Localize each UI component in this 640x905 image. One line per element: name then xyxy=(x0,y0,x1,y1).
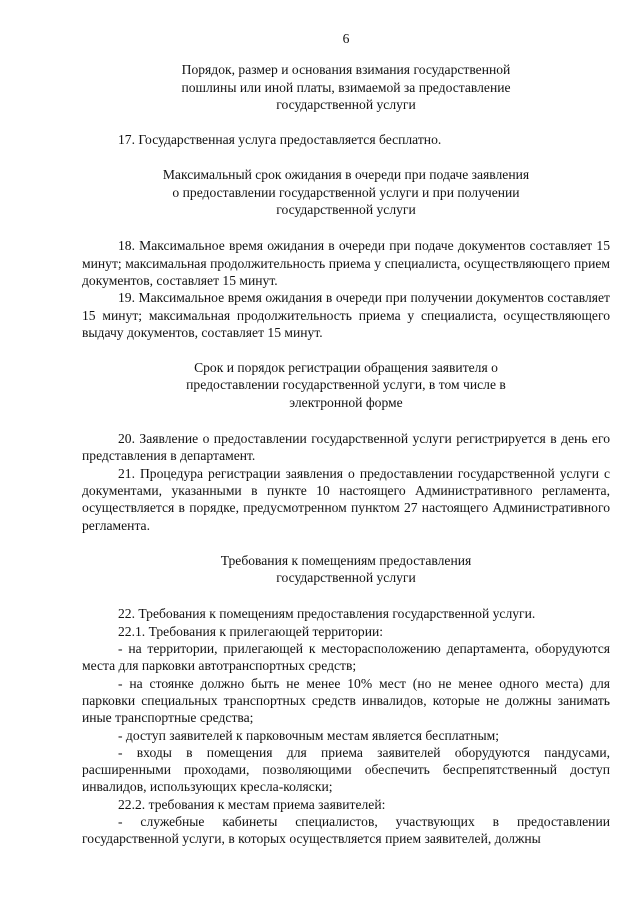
list-item: - входы в помещения для приема заявителей оборудуются пандусами, расширенными проходами, позволяющими обеспечить беспрепятственный доступ инвалидов, использующих кресла-коляски; xyxy=(82,744,610,795)
section-heading-waiting-time xyxy=(82,166,610,218)
heading-line: государственной услуги xyxy=(276,96,416,112)
heading-line: государственной услуги xyxy=(276,202,416,218)
list-item: - доступ заявителей к парковочным местам является бесплатным; xyxy=(118,727,500,743)
paragraph-20: 20. Заявление о предоставлении государственной услуги регистрируется в день его представления в департамент. xyxy=(82,431,610,464)
section-heading-registration xyxy=(82,359,610,411)
paragraph-19: 19. Максимальное время ожидания в очереди при получении документов составляет 15 минут; максимальная продолжительность приема у специалиста, осуществляющего выдачу документов, составляет 15 минут. xyxy=(82,290,610,340)
paragraph-22: 22. Требования к помещениям предоставления государственной услуги. xyxy=(118,606,536,622)
section-heading-premises xyxy=(82,552,610,587)
paragraph-17: 17. Государственная услуга предоставляется бесплатно. xyxy=(118,132,442,148)
paragraph-18: 18. Максимальное время ожидания в очереди при подаче документов составляет 15 минут; максимальная продолжительность приема у специалиста, осуществляющего прием документов, составляет 15 минут. xyxy=(82,238,610,288)
heading-line: предоставлении государственной услуги, в том числе в xyxy=(186,377,506,393)
heading-line: электронной форме xyxy=(289,394,403,410)
paragraph-21: 21. Процедура регистрации заявления о предоставлении государственной услуги с документами, указанными в пункте 10 настоящего Административного регламента, осуществляется в порядке, предусмотренном пунктом 27 настоящего Административного регламента. xyxy=(82,465,610,533)
heading-line: пошлины или иной платы, взимаемой за предоставление xyxy=(181,79,511,95)
heading-line: о предоставлении государственной услуги и при получении xyxy=(172,184,520,200)
heading-line: государственной услуги xyxy=(276,570,416,586)
heading-line: Максимальный срок ожидания в очереди при подаче заявления xyxy=(162,167,530,183)
paragraph-22-2: 22.2. требования к местам приема заявителей: xyxy=(118,796,386,812)
list-item: - на стоянке должно быть не менее 10% мест (но не менее одного места) для парковки специальных транспортных средств инвалидов, которые не должны занимать иные транспортные средства; xyxy=(82,675,610,726)
section-heading-fees xyxy=(82,61,610,113)
paragraph-22-1: 22.1. Требования к прилегающей территории: xyxy=(118,623,384,639)
list-item: - на территории, прилегающей к месторасположению департамента, оборудуются места для парковки автотранспортных средств; xyxy=(82,641,610,674)
page-number: 6 xyxy=(342,31,350,46)
heading-line: Порядок, размер и основания взимания государственной xyxy=(181,62,511,78)
heading-line: Требования к помещениям предоставления xyxy=(220,552,472,568)
list-item: - служебные кабинеты специалистов, участвующих в предоставлении государственной услуги, в которых осуществляется прием заявителей, должны xyxy=(82,813,610,847)
heading-line: Срок и порядок регистрации обращения заявителя о xyxy=(194,360,498,376)
